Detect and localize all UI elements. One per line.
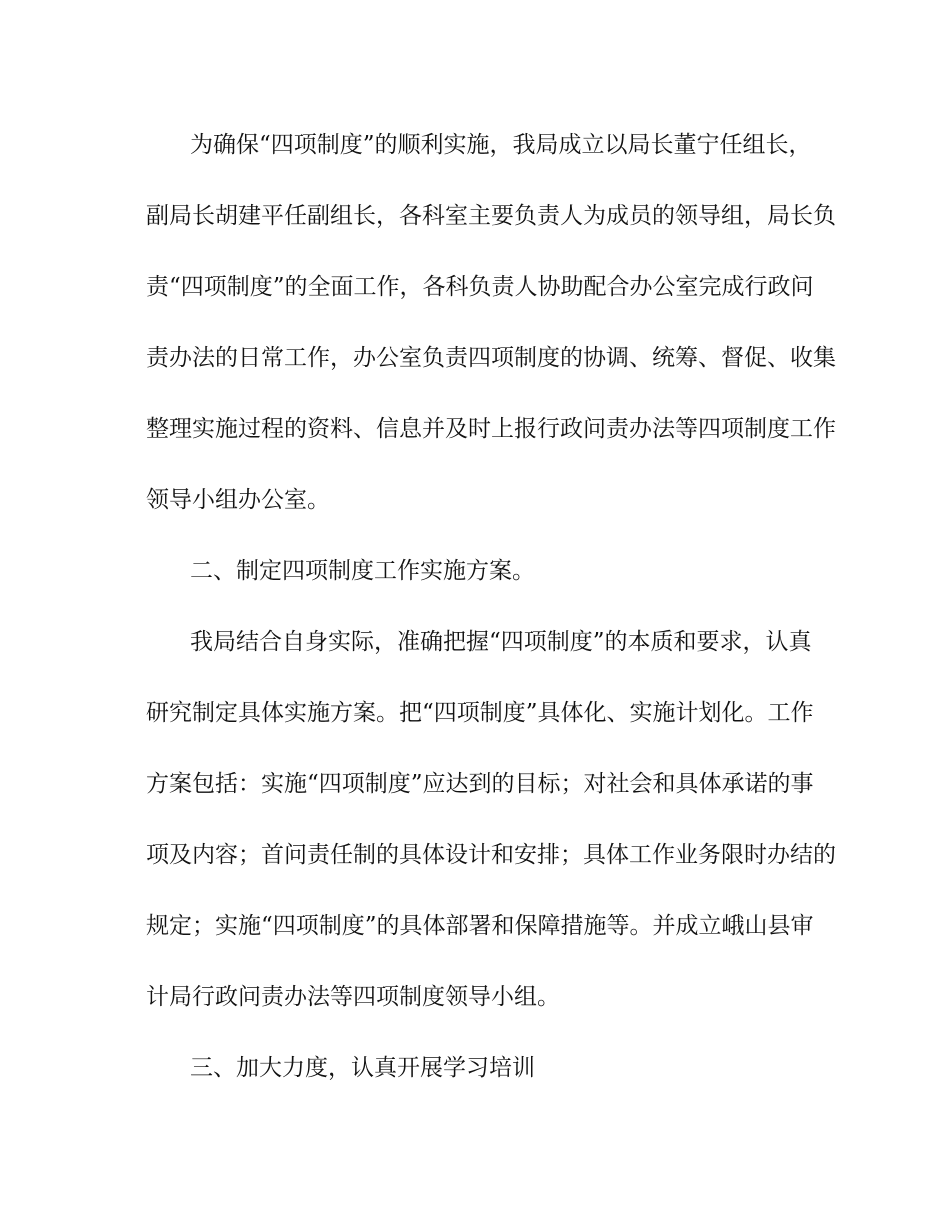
paragraph-3-line-3: 方案包括：实施“四项制度”应达到的目标；对社会和具体承诺的事 bbox=[146, 771, 814, 797]
paragraph-3-line-6: 计局行政问责办法等四项制度领导小组。 bbox=[146, 984, 560, 1010]
section-heading-3: 三、加大力度，认真开展学习培训 bbox=[190, 1055, 535, 1081]
paragraph-3-line-1: 我局结合自身实际，准确把握“四项制度”的本质和要求，认真 bbox=[190, 629, 812, 655]
paragraph-1-line-1: 为确保“四项制度”的顺利实施，我局成立以局长董宁任组长， bbox=[190, 132, 812, 158]
paragraph-3-line-4: 项及内容；首问责任制的具体设计和安排；具体工作业务限时办结的 bbox=[146, 842, 836, 868]
section-heading-2: 二、制定四项制度工作实施方案。 bbox=[190, 558, 535, 584]
paragraph-3-line-2: 研究制定具体实施方案。把“四项制度”具体化、实施计划化。工作 bbox=[146, 700, 814, 726]
paragraph-1-line-3: 责“四项制度”的全面工作，各科负责人协助配合办公室完成行政问 bbox=[146, 274, 814, 300]
paragraph-3-line-5: 规定；实施“四项制度”的具体部署和保障措施等。并成立峨山县审 bbox=[146, 913, 814, 939]
paragraph-1-line-6: 领导小组办公室。 bbox=[146, 487, 330, 513]
paragraph-1-line-2: 副局长胡建平任副组长，各科室主要负责人为成员的领导组，局长负 bbox=[146, 203, 836, 229]
paragraph-1-line-4: 责办法的日常工作，办公室负责四项制度的协调、统筹、督促、收集 bbox=[146, 345, 836, 371]
paragraph-1-line-5: 整理实施过程的资料、信息并及时上报行政问责办法等四项制度工作 bbox=[146, 416, 836, 442]
